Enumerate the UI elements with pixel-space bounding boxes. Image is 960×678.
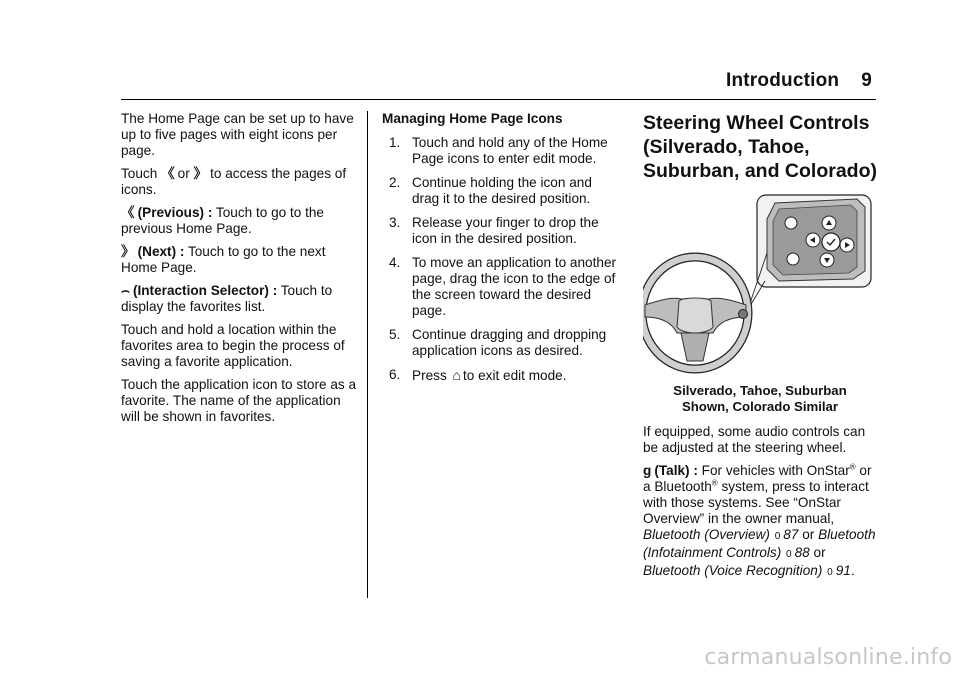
previous-text: Touch to go to the previous Home Page. bbox=[121, 205, 324, 236]
column-2 bbox=[382, 111, 617, 392]
registered-mark: ® bbox=[849, 462, 856, 472]
press-text: Press bbox=[412, 368, 447, 383]
selector-text: Touch to display the favorites list. bbox=[121, 283, 333, 314]
subheading: Managing Home Page Icons bbox=[382, 111, 563, 126]
ok-button bbox=[822, 233, 840, 251]
column-1 bbox=[121, 111, 357, 432]
header-rule bbox=[121, 99, 876, 100]
list-item bbox=[382, 215, 617, 247]
next-icon: 》 bbox=[121, 244, 135, 259]
step-text: To move an application to another page, drag the icon to the edge of the screen toward the desired page. bbox=[412, 255, 617, 318]
list-item bbox=[382, 135, 617, 167]
paragraph-talk: ɡ (Talk) : For vehicles with OnStar® or a Bluetooth® system, press to interact with those systems. See “OnStar Overview” in the owner manual, Bluetooth (Overview) 0 87 or Bluetooth (Infotainment Controls) 0 88 or Bluetooth (Voice Recognition) 0 91. bbox=[643, 463, 877, 581]
step-number: 2. bbox=[389, 175, 401, 190]
talk-text: system, press to interact with those systems. See “OnStar Overview” in the owner manual, bbox=[643, 479, 869, 526]
steps-list bbox=[382, 135, 617, 384]
paragraph-touch-arrows bbox=[121, 166, 357, 198]
paragraph-interaction-selector bbox=[121, 283, 357, 315]
page-ref-number[interactable]: 88 bbox=[794, 545, 810, 560]
reference-link[interactable]: Bluetooth (Overview) bbox=[643, 527, 770, 542]
figure-caption bbox=[643, 383, 877, 415]
step-text: Continue dragging and dropping application icons as desired. bbox=[412, 327, 607, 358]
list-item bbox=[382, 367, 617, 384]
step-number: 3. bbox=[389, 215, 401, 230]
step-text: Touch and hold any of the Home Page icons to enter edit mode. bbox=[412, 135, 608, 166]
exit-text: to exit edit mode. bbox=[463, 368, 567, 383]
next-text: Touch to go to the next Home Page. bbox=[121, 244, 326, 275]
list-item bbox=[382, 175, 617, 207]
or-text: or bbox=[177, 166, 190, 181]
voice-button bbox=[785, 217, 797, 229]
caption-line-1: Silverado, Tahoe, Suburban bbox=[673, 383, 847, 398]
talk-text: For vehicles with OnStar bbox=[701, 463, 850, 478]
page-ref-number[interactable]: 91 bbox=[835, 563, 851, 578]
end-call-button bbox=[787, 253, 799, 265]
reference-link[interactable]: Bluetooth (Infotainment Controls) bbox=[643, 527, 876, 560]
paragraph-store-favorite: Touch the application icon to store as a favorite. The name of the application will be shown in favorites. bbox=[121, 377, 357, 424]
home-icon: ⌂ bbox=[452, 367, 461, 383]
or-text: or bbox=[813, 545, 826, 560]
column-3 bbox=[643, 111, 877, 588]
step-number: 6. bbox=[389, 367, 401, 382]
page-number: 9 bbox=[861, 70, 872, 91]
registered-mark: ® bbox=[711, 478, 718, 488]
or-text: or bbox=[802, 527, 815, 542]
next-label: (Next) : bbox=[137, 244, 185, 259]
previous-icon: 《 bbox=[161, 166, 175, 181]
page-ref-icon: 0 bbox=[774, 531, 781, 542]
page-ref-icon: 0 bbox=[786, 549, 792, 560]
paragraph-home-page: The Home Page can be set up to have up to five pages with eight icons per page. bbox=[121, 111, 354, 158]
step-number: 5. bbox=[389, 327, 401, 342]
step-number: 4. bbox=[389, 255, 401, 270]
step-text: Release your finger to drop the icon in the desired position. bbox=[412, 215, 599, 246]
selector-label: (Interaction Selector) : bbox=[132, 283, 278, 298]
paragraph-next bbox=[121, 244, 357, 276]
section-heading: Steering Wheel Controls (Silverado, Tahoe, Suburban, and Colorado) bbox=[643, 112, 877, 182]
page-ref-icon: 0 bbox=[827, 567, 833, 578]
watermark: carmanualsonline.info bbox=[704, 645, 952, 670]
interaction-selector-icon: ⌢ bbox=[121, 283, 130, 298]
previous-label: (Previous) : bbox=[137, 205, 213, 220]
paragraph-previous bbox=[121, 205, 357, 237]
talk-label: (Talk) : bbox=[654, 463, 698, 478]
step-number: 1. bbox=[389, 135, 401, 150]
talk-text: or a Bluetooth bbox=[643, 463, 872, 494]
list-item bbox=[382, 327, 617, 359]
caption-line-2: Shown, Colorado Similar bbox=[681, 399, 839, 414]
column-divider bbox=[367, 111, 368, 598]
list-item bbox=[382, 255, 617, 319]
touch-text: Touch bbox=[121, 166, 158, 181]
page-ref-number[interactable]: 87 bbox=[783, 527, 799, 542]
page-header bbox=[726, 70, 872, 92]
section-title: Introduction bbox=[726, 70, 840, 91]
next-icon: 》 bbox=[193, 166, 208, 181]
reference-link[interactable]: Bluetooth (Voice Recognition) bbox=[643, 563, 823, 578]
talk-icon: ɡ bbox=[643, 463, 652, 478]
step-text: Continue holding the icon and drag it to the desired position. bbox=[412, 175, 592, 206]
paragraph-touch-hold: Touch and hold a location within the favorites area to begin the process of saving a favorite application. bbox=[121, 322, 345, 369]
previous-icon: 《 bbox=[121, 205, 135, 220]
paragraph-audio-controls: If equipped, some audio controls can be adjusted at the steering wheel. bbox=[643, 424, 866, 455]
access-text: to access the pages of icons. bbox=[121, 166, 347, 197]
steering-wheel-figure bbox=[643, 193, 875, 383]
